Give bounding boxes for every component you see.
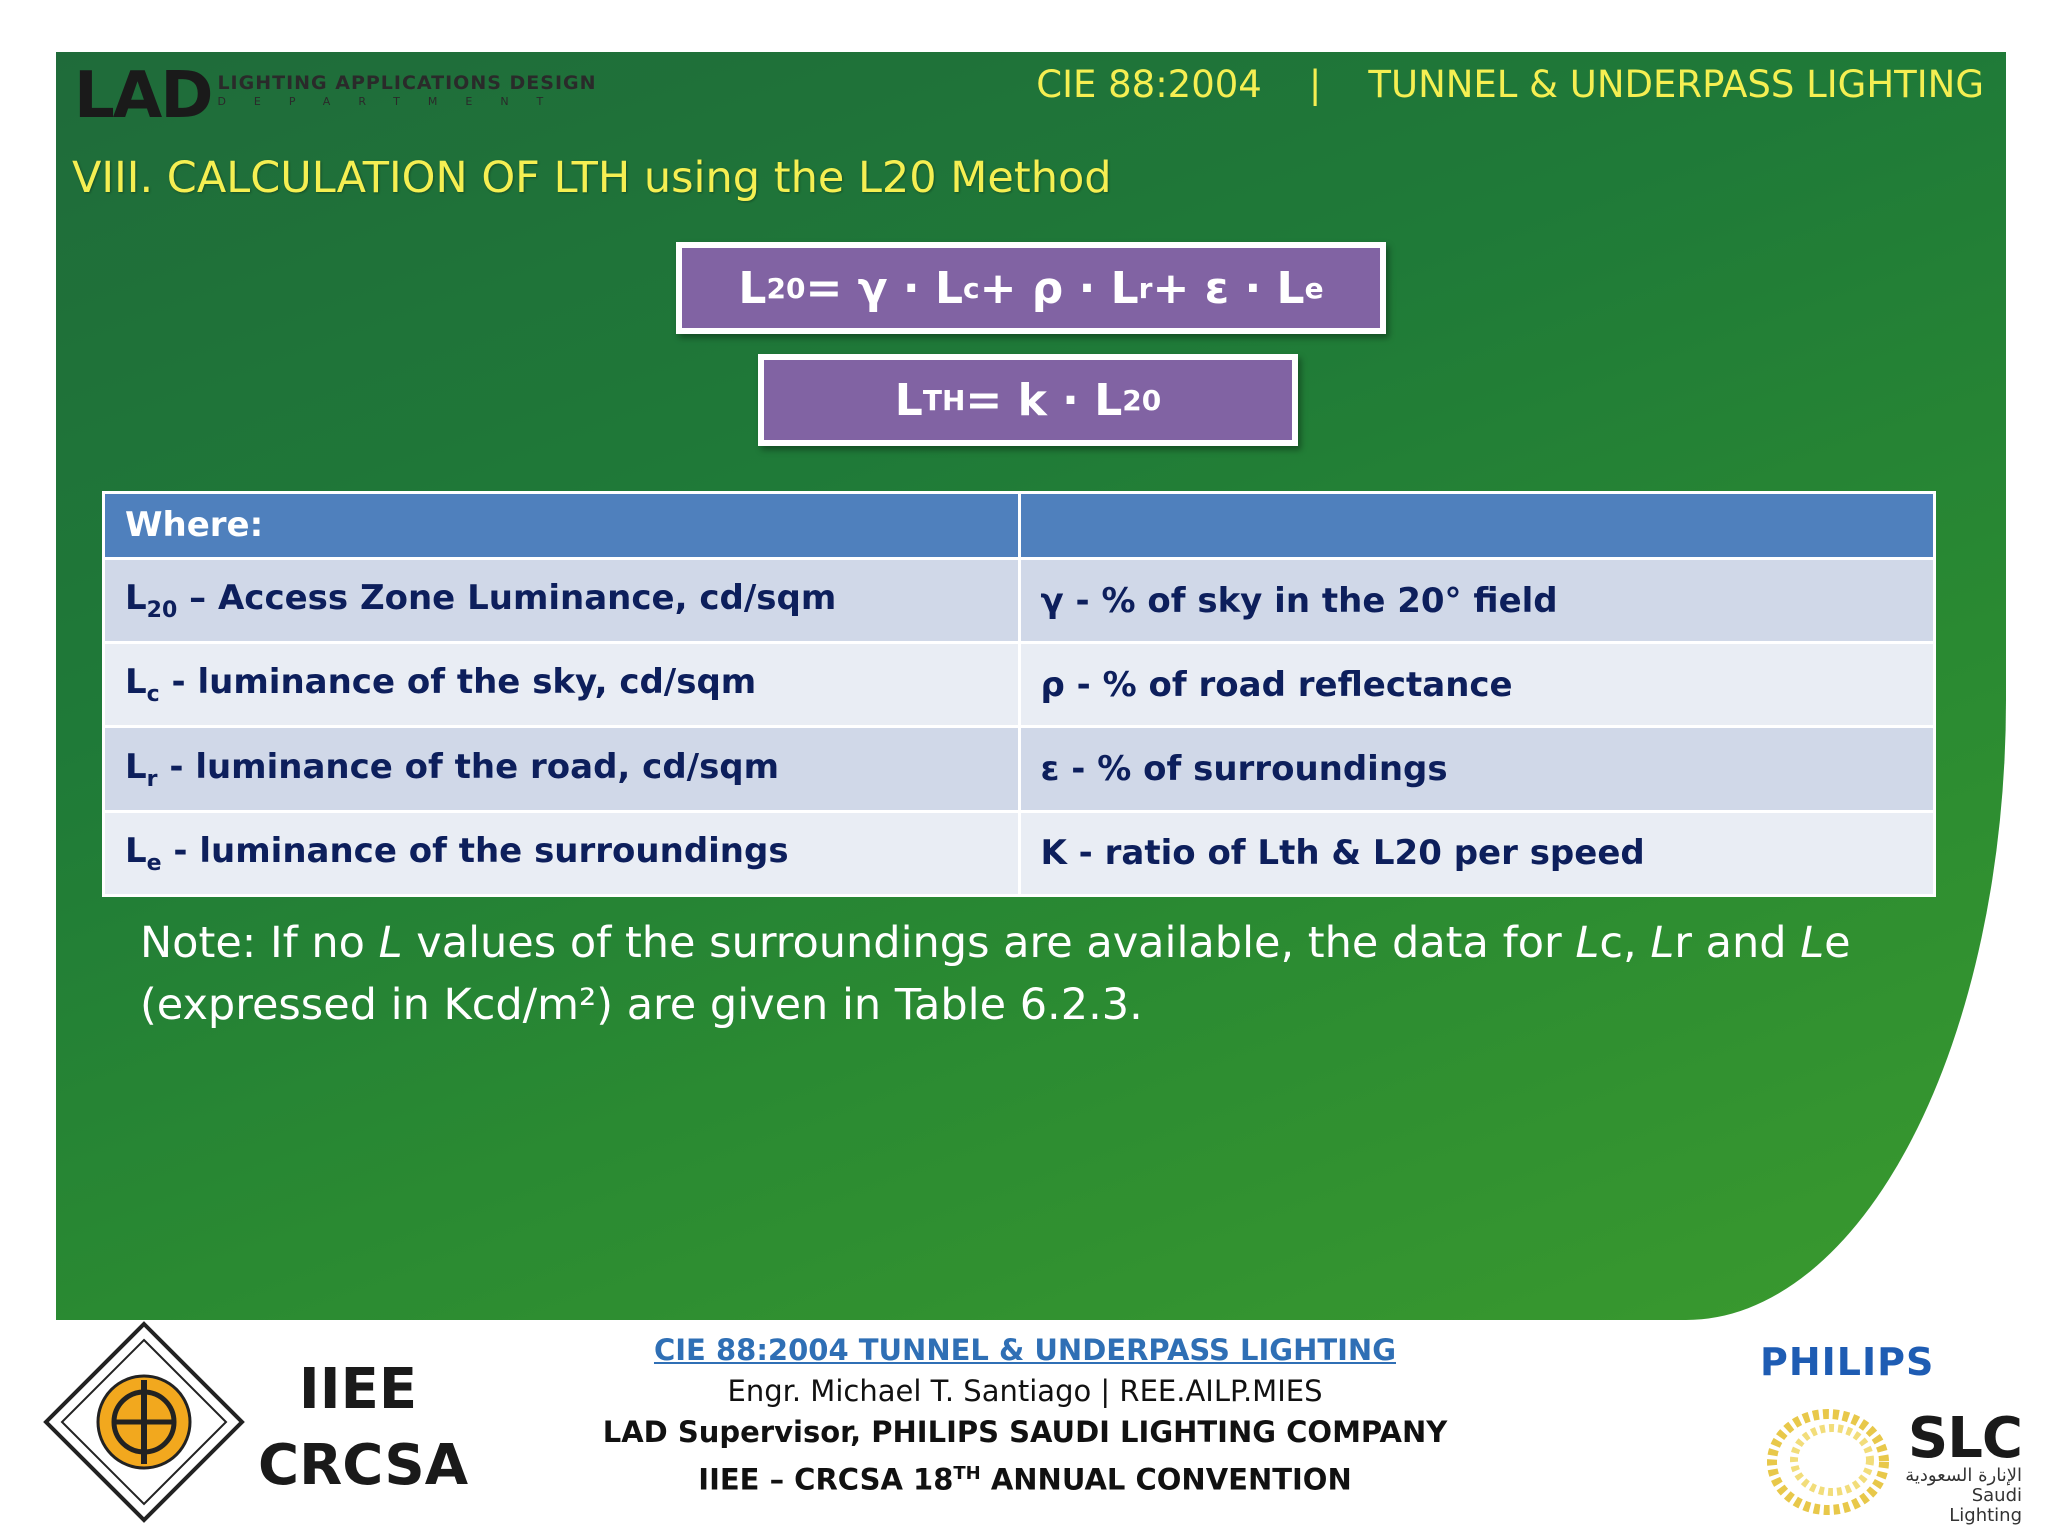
table-row [104,558,1935,642]
header-title: CIE 88:2004 | TUNNEL & UNDERPASS LIGHTING [1036,63,1984,106]
footer-line-event: IIEE – CRCSA 18TH ANNUAL CONVENTION [698,1462,1352,1497]
table-cell-right: γ - % of sky in the 20° field [1019,558,1935,642]
table-cell-right: ρ - % of road reflectance [1019,643,1935,727]
table-header-row [104,493,1935,559]
lad-logo-line1: LIGHTING APPLICATIONS DESIGN [217,72,597,94]
definitions-table [102,491,1936,897]
table-row [104,643,1935,727]
footer-line-title: CIE 88:2004 TUNNEL & UNDERPASS LIGHTING [653,1333,1396,1367]
org-crcsa: CRCSA [258,1433,469,1498]
footer-line-role: LAD Supervisor, PHILIPS SAUDI LIGHTING COMPANY [602,1415,1448,1449]
table-cell-left: $L_c$ - luminance of the sky, cd/sqm [104,643,1020,727]
table-cell-left: $L_{20}$ – Access Zone Luminance, cd/sqm [104,558,1020,642]
iiee-seal-icon [40,1318,248,1526]
formula-l20: L 20 = γ · L c + ρ · L r + ε · L e [676,242,1386,334]
slc-logo-sub: Saudi Lighting [1949,1485,2022,1526]
table-cell-right: K - ratio of Lth & L20 per speed [1019,811,1935,895]
lad-logo-line2: DEPARTMENT [217,95,572,108]
table-cell-right: ε - % of surroundings [1019,727,1935,811]
slc-swirl-icon [1762,1400,1892,1520]
org-iiee: IIEE [298,1357,418,1422]
table-header-cell: Where: [104,493,1020,559]
formula-lth: L TH = k · L 20 [758,354,1298,446]
table-header-cell-empty [1019,493,1935,559]
philips-logo: PHILIPS [1760,1340,1935,1384]
note-text: Note: If no L values of the surroundings are available, the data for Lc, Lr and Le (expressed in Kcd/m²) are given in Table 6.2.3. [140,918,1851,1030]
lad-logo-main: LAD [74,59,212,133]
footer-credits [560,1330,1490,1501]
iiee-crcsa-text [258,1352,469,1504]
lad-logo [74,59,597,133]
section-title: VIII. CALCULATION OF LTH using the L20 Method [72,153,1112,203]
table-cell-left: $L_e$ - luminance of the surroundings [104,811,1020,895]
slc-logo [1896,1406,2022,1526]
table-cell-left: $L_r$ - luminance of the road, cd/sqm [104,727,1020,811]
table-row [104,727,1935,811]
footer-line-author: Engr. Michael T. Santiago | REE.AILP.MIES [727,1374,1323,1408]
slc-logo-arabic: الإنارة السعودية [1905,1465,2022,1486]
slc-logo-main: SLC [1907,1406,2022,1471]
table-row [104,811,1935,895]
